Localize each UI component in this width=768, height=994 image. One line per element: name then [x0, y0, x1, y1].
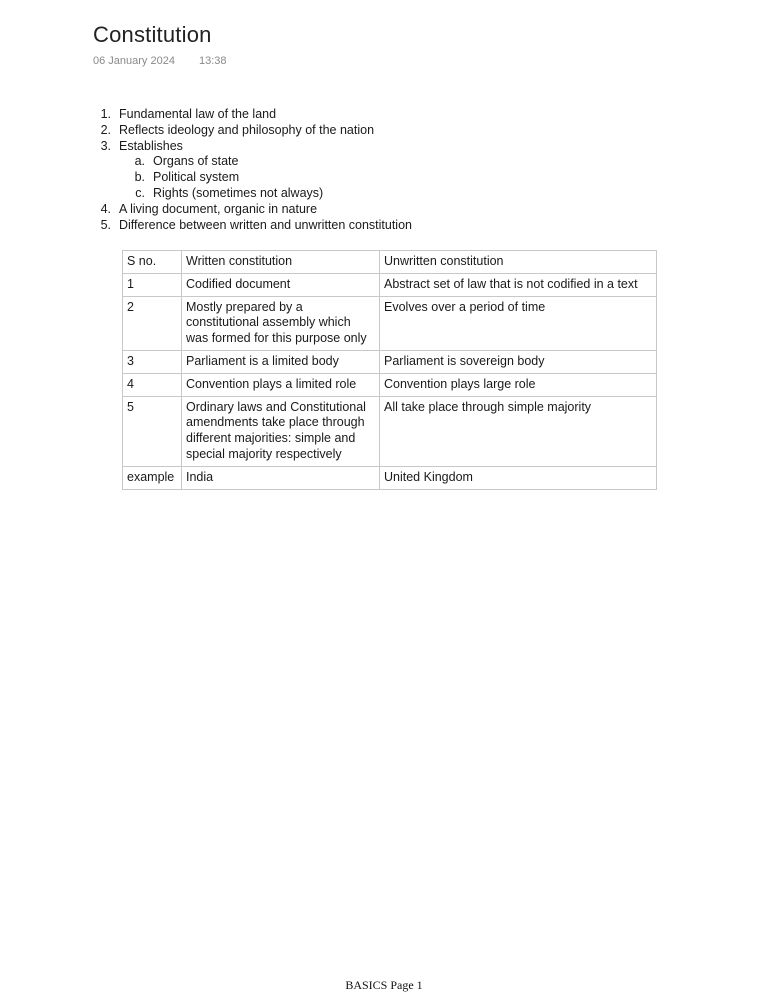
list-number: 2. [100, 122, 111, 137]
table-cell: All take place through simple majority [380, 396, 657, 466]
table-cell: Mostly prepared by a constitutional assembly which was formed for this purpose only [182, 296, 380, 350]
page-title: Constitution [93, 22, 212, 47]
table-row [123, 466, 657, 489]
table-row [123, 396, 657, 466]
table-header-cell: Unwritten constitution [380, 251, 657, 274]
table-cell: Parliament is a limited body [182, 350, 380, 373]
table-row [123, 373, 657, 396]
list-item [93, 202, 412, 218]
list-item [93, 107, 412, 123]
list-text: Rights (sometimes not always) [153, 185, 324, 200]
list-letter: c. [135, 185, 145, 200]
sub-list-item [93, 186, 412, 202]
list-number: 5. [100, 217, 111, 232]
list-number: 4. [100, 201, 111, 216]
list-text: Fundamental law of the land [119, 107, 277, 121]
table-cell: Ordinary laws and Constitutional amendments take place through different majorities: simple and special majority respectively [182, 396, 380, 466]
table-cell: 3 [123, 350, 182, 373]
list-text: Establishes [119, 138, 183, 153]
numbered-list [93, 107, 412, 233]
table-cell: India [182, 466, 380, 489]
table-cell: 1 [123, 273, 182, 296]
sub-list-item [93, 170, 412, 186]
list-item [93, 139, 412, 155]
page-time: 13:38 [198, 55, 227, 67]
list-letter: b. [134, 170, 145, 185]
table-cell: example [123, 466, 182, 489]
table-cell: United Kingdom [380, 466, 657, 489]
table-header-row [123, 251, 657, 274]
table-row [123, 273, 657, 296]
list-item [93, 218, 412, 234]
list-text: Reflects ideology and philosophy of the nation [119, 122, 375, 137]
table-header-cell: S no. [123, 251, 182, 274]
table-cell: Parliament is sovereign body [380, 350, 657, 373]
list-text: Political system [153, 170, 240, 185]
table-cell: Evolves over a period of time [380, 296, 657, 350]
list-item [93, 123, 412, 139]
comparison-table [122, 250, 657, 490]
table-row [123, 296, 657, 350]
table-cell: Abstract set of law that is not codified in a text [380, 273, 657, 296]
page-meta [93, 55, 226, 67]
table-cell: Codified document [182, 273, 380, 296]
list-number: 3. [100, 138, 111, 153]
table-header-cell: Written constitution [182, 251, 380, 274]
list-text: A living document, organic in nature [119, 201, 318, 216]
table-cell: 2 [123, 296, 182, 350]
list-text: Difference between written and unwritten constitution [119, 217, 412, 232]
page-date: 06 January 2024 [93, 55, 175, 67]
sub-list-item [93, 154, 412, 170]
table-row [123, 350, 657, 373]
table-cell: 4 [123, 373, 182, 396]
table-cell: Convention plays large role [380, 373, 657, 396]
list-number: 1. [100, 107, 111, 121]
table-cell: 5 [123, 396, 182, 466]
list-text: Organs of state [153, 154, 239, 169]
table-cell: Convention plays a limited role [182, 373, 380, 396]
page-footer: BASICS Page 1 [345, 978, 423, 992]
list-letter: a. [134, 154, 145, 169]
